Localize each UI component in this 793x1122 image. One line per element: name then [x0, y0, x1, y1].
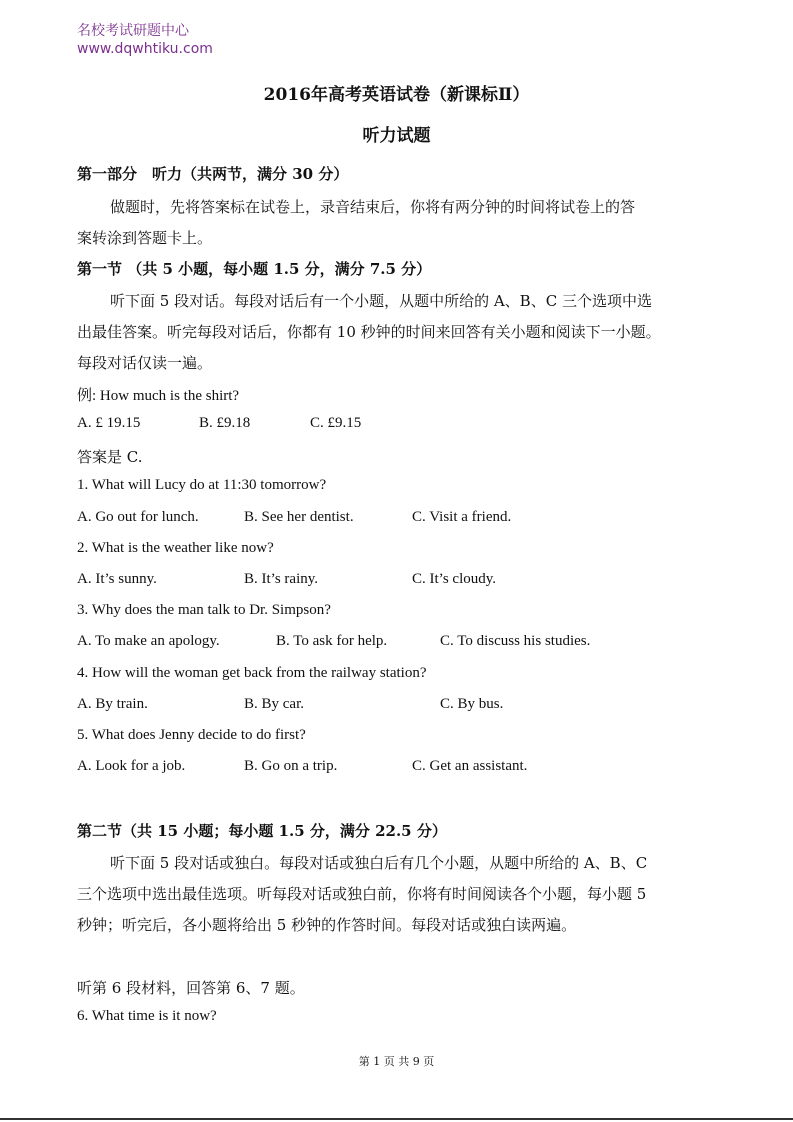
watermark-name: 名校考试研题中心 [77, 23, 189, 39]
q4-option-b: B. By car. [244, 696, 304, 712]
q5-option-c: C. Get an assistant. [412, 758, 528, 774]
q1-option-c: C. Visit a friend. [412, 509, 512, 525]
question-6: 6. What time is it now? [77, 1008, 217, 1024]
question-3: 3. Why does the man talk to Dr. Simpson? [77, 602, 331, 618]
q2-option-c: C. It’s cloudy. [412, 571, 497, 587]
section1-instr-line2: 出最佳答案。听完每段对话后，你都有 10 秒钟的时间来回答有关小题和阅读下一小题。 [77, 323, 661, 341]
q3-option-a: A. To make an apology. [77, 633, 220, 649]
part1-heading: 第一部分 听力（共两节，满分 30 分） [77, 165, 349, 183]
q5-option-b: B. Go on a trip. [244, 758, 338, 774]
page-subtitle: 听力试题 [362, 126, 431, 146]
section1-heading: 第一节 （共 5 小题，每小题 1.5 分，满分 7.5 分） [77, 260, 432, 278]
example-question: 例: How much is the shirt? [77, 388, 240, 404]
section1-instr-line3: 每段对话仅读一遍。 [77, 354, 213, 372]
watermark [77, 22, 213, 58]
page-title: 2016年高考英语试卷（新课标Ⅱ） [263, 85, 530, 105]
example-option-c: C. £9.15 [310, 415, 362, 431]
question-2: 2. What is the weather like now? [77, 540, 274, 556]
q1-option-b: B. See her dentist. [244, 509, 354, 525]
question-1: 1. What will Lucy do at 11:30 tomorrow? [77, 477, 327, 493]
section1-instr-line1: 听下面 5 段对话。每段对话后有一个小题，从题中所给的 A、B、C 三个选项中选 [110, 292, 652, 310]
q5-option-a: A. Look for a job. [77, 758, 186, 774]
q3-option-c: C. To discuss his studies. [440, 633, 591, 649]
part1-instr-line1: 做题时，先将答案标在试卷上，录音结束后，你将有两分钟的时间将试卷上的答 [110, 198, 636, 216]
q2-option-b: B. It’s rainy. [244, 571, 319, 587]
bottom-divider [0, 1118, 793, 1120]
part1-instr-line2: 案转涂到答题卡上。 [77, 229, 213, 247]
section2-instr-line1: 听下面 5 段对话或独白。每段对话或独白后有几个小题，从题中所给的 A、B、C [110, 854, 648, 872]
example-option-b: B. £9.18 [199, 415, 251, 431]
question-5: 5. What does Jenny decide to do first? [77, 727, 306, 743]
q1-option-a: A. Go out for lunch. [77, 509, 199, 525]
section2-instr-line2: 三个选项中选出最佳选项。听每段对话或独白前，你将有时间阅读各个小题，每小题 5 [77, 885, 647, 903]
page-footer: 第 1 页 共 9 页 [358, 1055, 435, 1068]
section2-instr-line3: 秒钟；听完后，各小题将给出 5 秒钟的作答时间。每段对话或独白读两遍。 [77, 916, 577, 934]
material-instruction: 听第 6 段材料，回答第 6、7 题。 [77, 979, 305, 997]
q4-option-a: A. By train. [77, 696, 148, 712]
example-answer: 答案是 C. [77, 448, 143, 466]
question-4: 4. How will the woman get back from the railway station? [77, 665, 427, 681]
section2-heading: 第二节（共 15 小题；每小题 1.5 分，满分 22.5 分） [77, 822, 447, 840]
q4-option-c: C. By bus. [440, 696, 504, 712]
q3-option-b: B. To ask for help. [276, 633, 388, 649]
example-option-a: A. £ 19.15 [77, 415, 141, 431]
watermark-url: www.dqwhtiku.com [77, 41, 213, 57]
q2-option-a: A. It’s sunny. [77, 571, 157, 587]
